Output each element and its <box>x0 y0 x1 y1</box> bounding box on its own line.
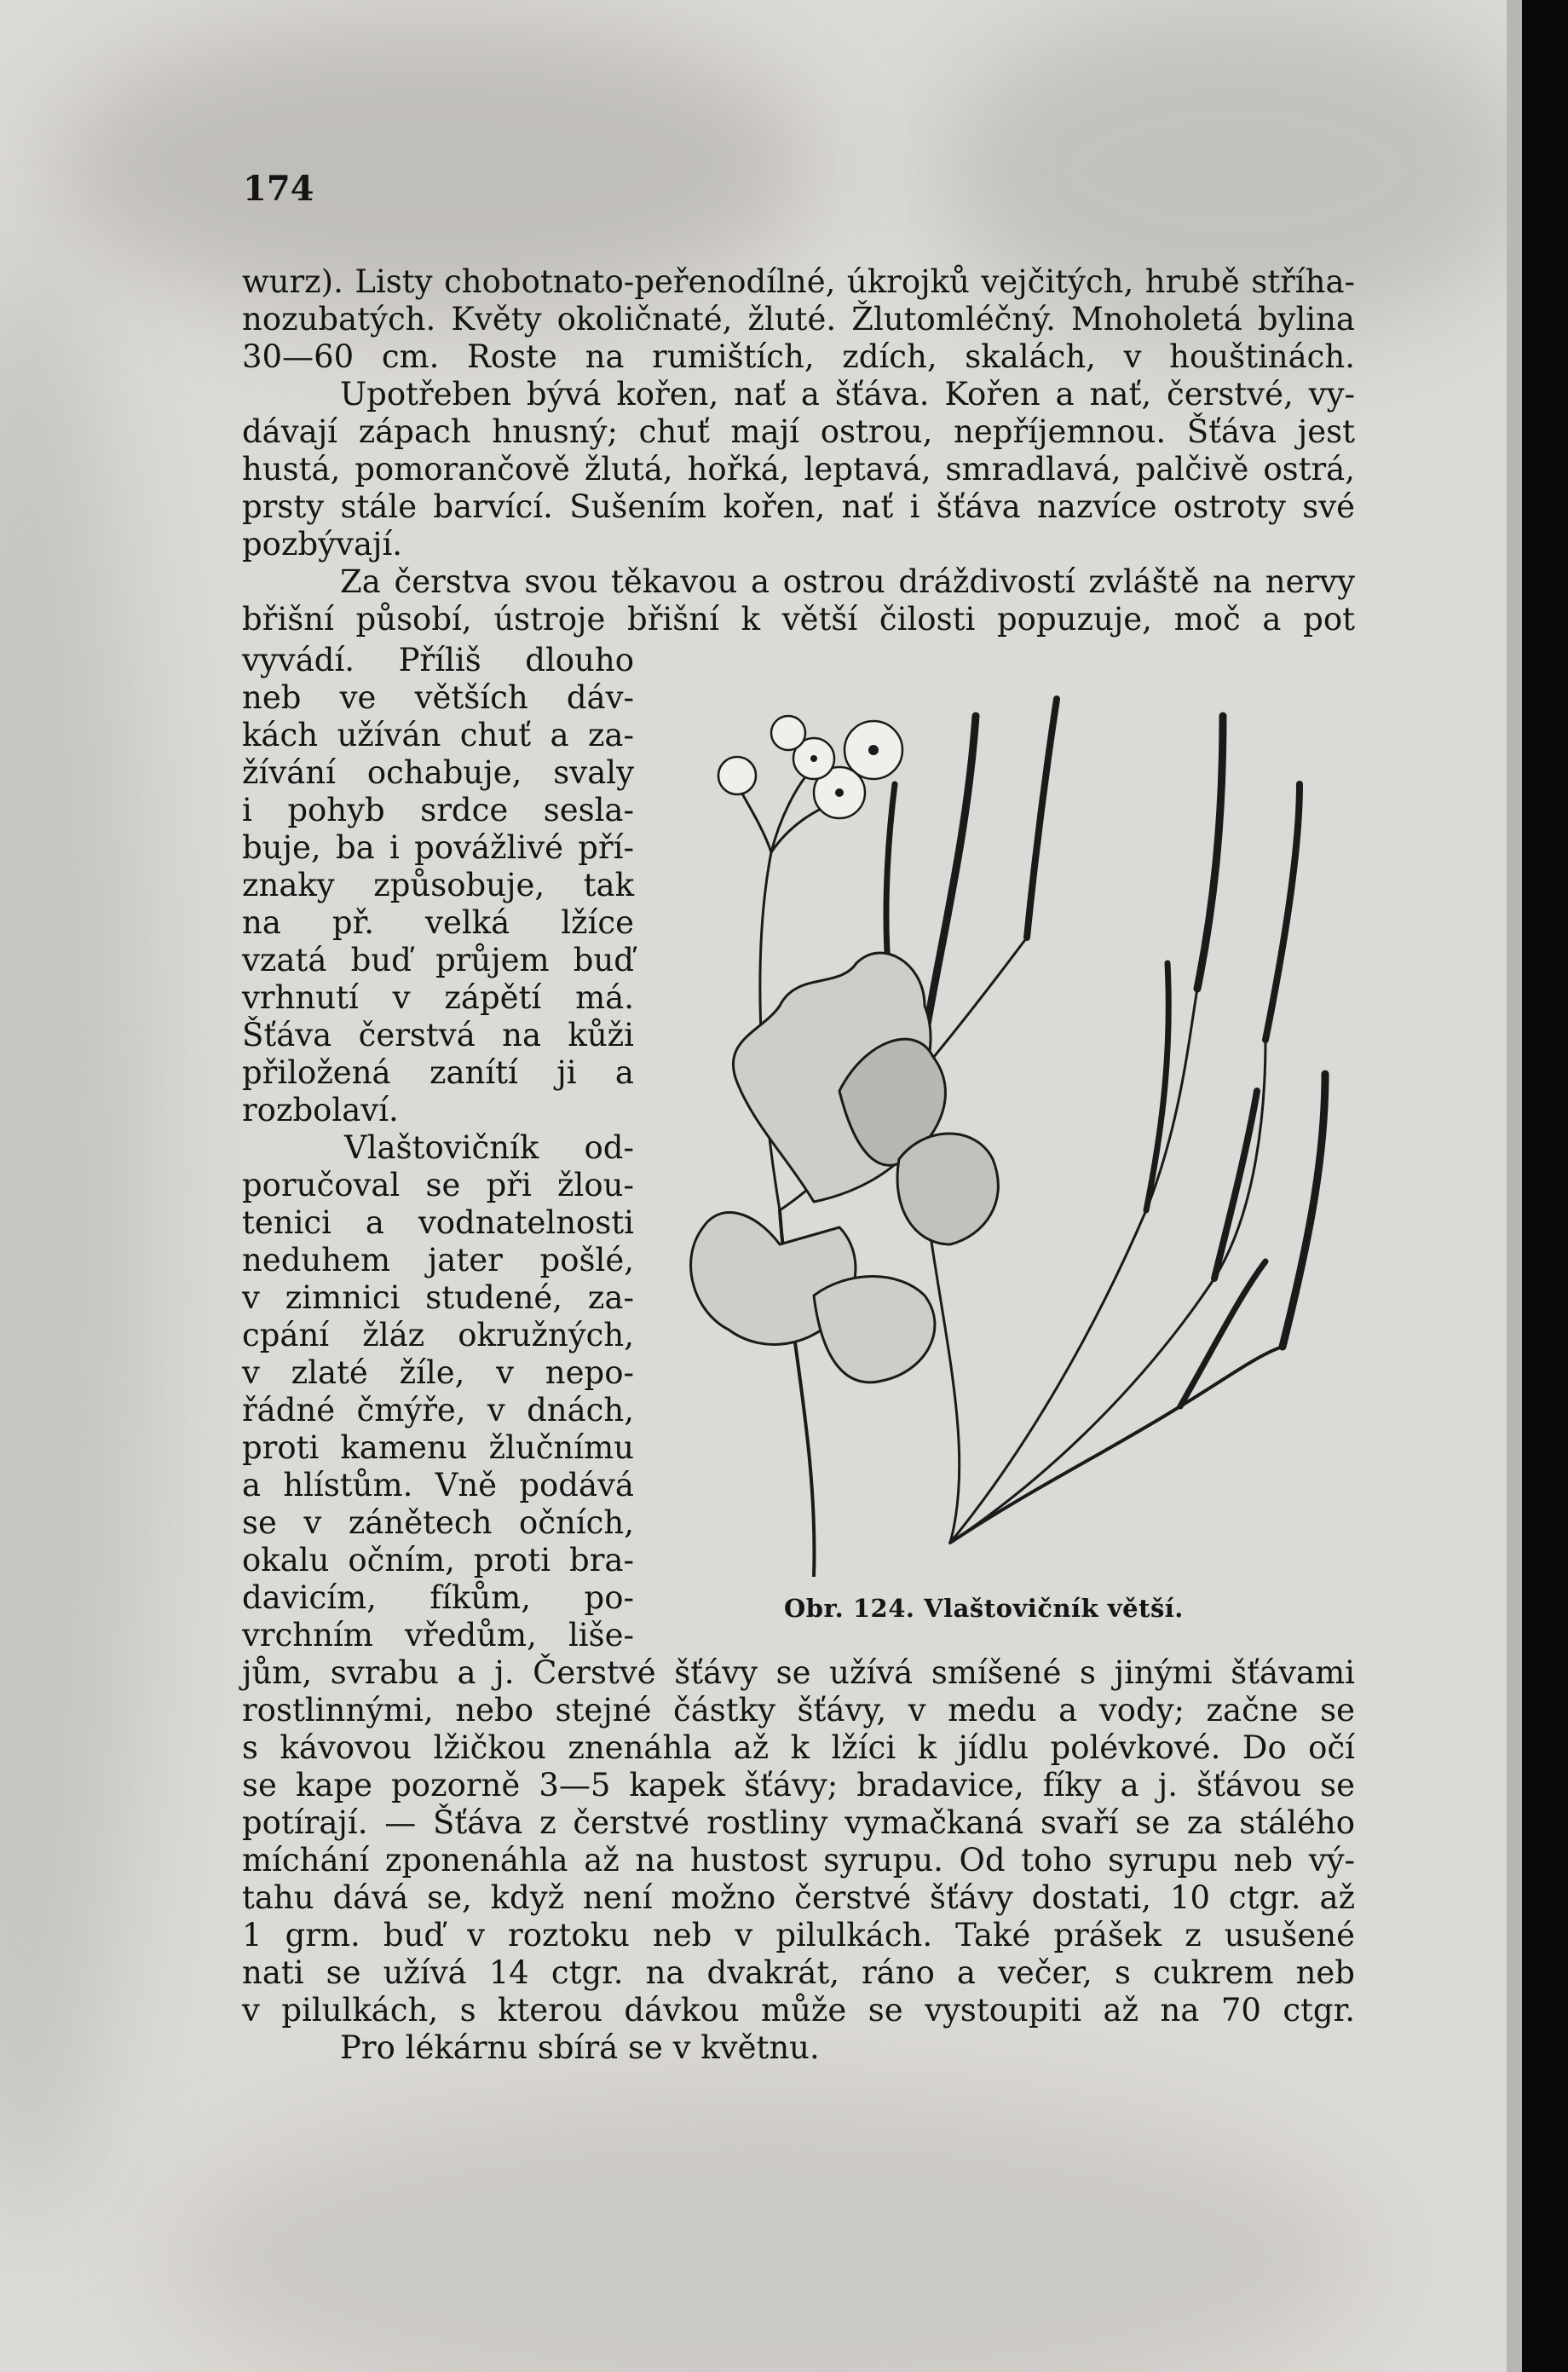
text-line: vyvádí. Příliš dlouho <box>242 642 634 678</box>
text-line: na př. velká lžíce <box>242 904 634 941</box>
text-line: jům, svrabu a j. Čerstvé šťávy se užívá smíšené s jinými šťávami <box>242 1654 1355 1691</box>
page-number: 174 <box>243 169 314 209</box>
binding-shadow <box>1522 0 1568 2372</box>
text-line: buje, ba i povážlivé pří- <box>242 829 634 866</box>
text-line: wurz). Listy chobotnato-peřenodílné, úkrojků vejčitých, hrubě stříha- <box>242 263 1355 300</box>
text-line: tenici a vodnatelnosti <box>242 1204 634 1241</box>
text-line: neb ve větších dáv- <box>242 679 634 716</box>
figure-caption: Obr. 124. Vlaštovičník větší. <box>784 1594 1184 1623</box>
text-line: v zimnici studené, za- <box>242 1279 634 1316</box>
plant-illustration <box>669 682 1359 1577</box>
text-line: břišní působí, ústroje břišní k větší čilosti popuzuje, moč a pot <box>242 601 1355 638</box>
text-line: i pohyb srdce sesla- <box>242 792 634 828</box>
text-line: Vlaštovičník od- <box>344 1129 634 1166</box>
text-line: pozbývají. <box>242 526 403 563</box>
text-line: nati se užívá 14 ctgr. na dvakrát, ráno a večer, s cukrem neb <box>242 1954 1355 1991</box>
text-line: Za čerstva svou těkavou a ostrou dráždivostí zvláště na nervy <box>340 563 1355 600</box>
text-line: vzatá buď průjem buď <box>242 942 634 978</box>
text-line: žívání ochabuje, svaly <box>242 754 634 791</box>
text-line: v pilulkách, s kterou dávkou může se vystoupiti až na 70 ctgr. <box>242 1992 1355 2029</box>
text-line: davicím, fíkům, po- <box>242 1579 634 1616</box>
text-line: poručoval se při žlou- <box>242 1167 634 1203</box>
text-line: přiložená zanítí ji a <box>242 1054 634 1091</box>
text-line: Upotřeben bývá kořen, nať a šťáva. Kořen a nať, čerstvé, vy- <box>340 376 1355 413</box>
text-line: s kávovou lžičkou znenáhla až k lžíci k jídlu polévkové. Do očí <box>242 1729 1355 1766</box>
text-line: prsty stále barvící. Sušením kořen, nať i šťáva nazvíce ostroty své <box>242 488 1355 525</box>
text-line: kách užíván chuť a za- <box>242 717 634 753</box>
text-line: 1 grm. buď v roztoku neb v pilulkách. Také prášek z usušené <box>242 1917 1355 1954</box>
text-line: dávají zápach hnusný; chuť mají ostrou, nepříjemnou. Šťáva jest <box>242 413 1355 450</box>
text-line: tahu dává se, když není možno čerstvé šťávy dostati, 10 ctgr. až <box>242 1879 1355 1916</box>
text-line: míchání zponenáhla až na hustost syrupu. Od toho syrupu neb vý- <box>242 1842 1355 1879</box>
text-line: neduhem jater pošlé, <box>242 1242 634 1278</box>
text-line: řádné čmýře, v dnách, <box>242 1392 634 1428</box>
text-line: rozbolaví. <box>242 1092 399 1128</box>
text-line: potírají. — Šťáva z čerstvé rostliny vymačkaná svaří se za stálého <box>242 1804 1355 1841</box>
text-line: Pro lékárnu sbírá se v květnu. <box>340 2029 820 2066</box>
text-line: znaky způsobuje, tak <box>242 867 634 903</box>
text-line: hustá, pomorančově žlutá, hořká, leptavá, smradlavá, palčivě ostrá, <box>242 451 1355 488</box>
text-line: proti kamenu žlučnímu <box>242 1429 634 1466</box>
text-line: cpání žláz okružných, <box>242 1317 634 1353</box>
text-line: rostlinnými, nebo stejné částky šťávy, v medu a vody; začne se <box>242 1692 1355 1729</box>
text-line: Šťáva čerstvá na kůži <box>242 1017 634 1053</box>
text-line: vrchním vředům, liše- <box>242 1617 634 1653</box>
text-line: v zlaté žíle, v nepo- <box>242 1354 634 1391</box>
text-line: se v zánětech očních, <box>242 1504 634 1541</box>
text-line: se kape pozorně 3—5 kapek šťávy; bradavice, fíky a j. šťávou se <box>242 1767 1355 1804</box>
text-line: nozubatých. Květy okoličnaté, žluté. Žlutomléčný. Mnoholetá bylina <box>242 301 1355 338</box>
page-edge <box>1507 0 1522 2372</box>
text-line: vrhnutí v zápětí má. <box>242 979 634 1016</box>
text-line: okalu očním, proti bra- <box>242 1542 634 1578</box>
text-line: a hlístům. Vně podává <box>242 1467 634 1503</box>
text-line: 30—60 cm. Roste na rumištích, zdích, skalách, v houštinách. <box>242 338 1355 375</box>
